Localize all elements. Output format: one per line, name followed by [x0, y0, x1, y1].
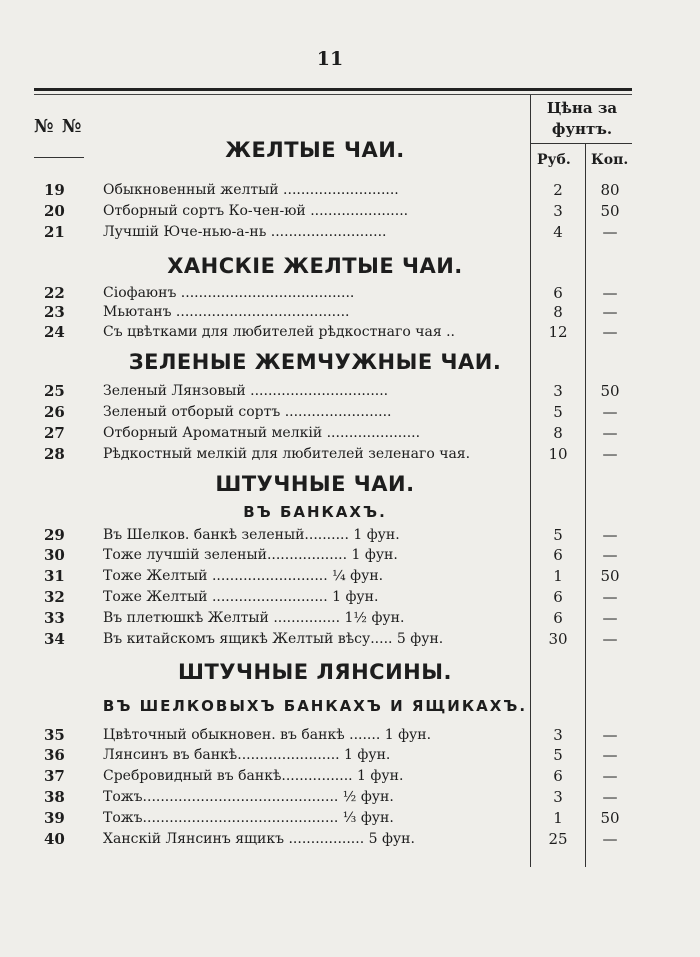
table-row	[0, 283, 700, 304]
row-number: 37	[44, 767, 65, 785]
price-kop: —	[602, 830, 618, 848]
price-column-header	[532, 98, 632, 140]
number-column-header: № №	[34, 116, 83, 137]
price-rub: 1	[553, 567, 563, 585]
price-kop: —	[602, 526, 618, 544]
table-row	[0, 725, 700, 746]
price-rub: 6	[553, 609, 563, 627]
price-kop: —	[602, 223, 618, 241]
item-name: Обыкновенный желтый ..........................	[103, 182, 399, 198]
item-name: Лучшій Юче-нью-а-нь ..........................	[103, 224, 387, 240]
row-number: 35	[44, 726, 65, 744]
table-row	[0, 808, 700, 829]
section-title: ХАНСКІЕ ЖЕЛТЫЕ ЧАИ.	[167, 254, 463, 278]
table-row	[0, 745, 700, 766]
item-name: Мьютанъ .......................................	[103, 304, 350, 320]
section-title: ШТУЧНЫЕ ЛЯНСИНЫ.	[178, 660, 452, 684]
item-name: Тоже Желтый .......................... 1 фун.	[103, 589, 379, 605]
kop-column-header: Коп.	[591, 152, 629, 168]
item-name: Въ Шелков. банкѣ зеленый.......... 1 фун.	[103, 527, 400, 543]
price-header-rule	[530, 143, 632, 144]
price-header-line2: фунтъ.	[551, 120, 613, 138]
row-number: 40	[44, 830, 65, 848]
price-kop: —	[602, 746, 618, 764]
price-kop: —	[602, 630, 618, 648]
price-kop: —	[602, 284, 618, 302]
price-rub: 2	[553, 181, 563, 199]
table-row	[0, 402, 700, 423]
item-name: Зеленый Лянзовый ...............................	[103, 383, 389, 399]
price-rub: 5	[553, 403, 563, 421]
row-number: 38	[44, 788, 65, 806]
table-row	[0, 766, 700, 787]
price-rub: 3	[553, 382, 563, 400]
section-title: ЗЕЛЕНЫЕ ЖЕМЧУЖНЫЕ ЧАИ.	[128, 350, 502, 374]
price-kop: —	[602, 609, 618, 627]
item-name: Съ цвѣтками для любителей рѣдкостнаго чая ..	[103, 324, 456, 340]
table-row	[0, 587, 700, 608]
row-number: 19	[44, 181, 65, 199]
price-rub: 10	[548, 445, 568, 463]
item-name: Цвѣточный обыкновен. въ банкѣ ....... 1 фун.	[103, 727, 432, 743]
price-rub: 8	[553, 303, 563, 321]
item-name: Тоже лучшій зеленый.................. 1 фун.	[103, 547, 398, 563]
row-number: 26	[44, 403, 65, 421]
price-kop: —	[602, 424, 618, 442]
table-row	[0, 629, 700, 650]
row-number: 34	[44, 630, 65, 648]
price-rub: 6	[553, 546, 563, 564]
price-kop: —	[602, 788, 618, 806]
item-name: Сiофаюнъ .......................................	[103, 285, 355, 301]
row-number: 39	[44, 809, 65, 827]
row-number: 24	[44, 323, 65, 341]
price-kop: 50	[600, 567, 620, 585]
top-rule	[34, 88, 632, 91]
price-rub: 8	[553, 424, 563, 442]
price-rub: 25	[548, 830, 568, 848]
row-number: 29	[44, 526, 65, 544]
table-row	[0, 180, 700, 201]
row-number: 33	[44, 609, 65, 627]
price-rub: 1	[553, 809, 563, 827]
price-rub: 5	[553, 526, 563, 544]
item-name: Ханскій Лянсинъ ящикъ ................. 5 фун.	[103, 831, 415, 847]
table-row	[0, 222, 700, 243]
price-kop: 50	[600, 382, 620, 400]
table-row	[0, 423, 700, 444]
page-number: 11	[316, 48, 344, 70]
price-rub: 6	[553, 588, 563, 606]
row-number: 23	[44, 303, 65, 321]
row-number: 20	[44, 202, 65, 220]
rub-column-header: Руб.	[537, 152, 571, 168]
num-header-rule	[34, 157, 84, 158]
section-subtitle: ВЪ БАНКАХЪ.	[243, 503, 387, 521]
section-subtitle: ВЪ ШЕЛКОВЫХЪ БАНКАХЪ И ЯЩИКАХЪ.	[102, 697, 528, 715]
price-kop: 80	[600, 181, 620, 199]
table-row	[0, 525, 700, 546]
row-number: 28	[44, 445, 65, 463]
table-row	[0, 829, 700, 850]
item-name: Въ китайскомъ ящикѣ Желтый вѣсу..... 5 фун.	[103, 631, 444, 647]
table-row	[0, 608, 700, 629]
row-number: 32	[44, 588, 65, 606]
row-number: 22	[44, 284, 65, 302]
price-kop: —	[602, 767, 618, 785]
price-kop: —	[602, 403, 618, 421]
section-title: ШТУЧНЫЕ ЧАИ.	[215, 472, 415, 496]
row-number: 25	[44, 382, 65, 400]
price-kop: —	[602, 588, 618, 606]
price-kop: 50	[600, 809, 620, 827]
price-kop: —	[602, 726, 618, 744]
item-name: Тожъ............................................ ⅓ фун.	[103, 810, 394, 826]
table-row	[0, 444, 700, 465]
table-row	[0, 322, 700, 343]
price-rub: 30	[548, 630, 568, 648]
price-kop: 50	[600, 202, 620, 220]
item-name: Отборный Ароматный мелкій .....................	[103, 425, 421, 441]
price-rub: 3	[553, 726, 563, 744]
price-header-line1: Цѣна за	[546, 99, 618, 117]
table-row	[0, 566, 700, 587]
price-rub: 3	[553, 202, 563, 220]
item-name: Въ плетюшкѣ Желтый ............... 1½ фун.	[103, 610, 405, 626]
row-number: 27	[44, 424, 65, 442]
price-kop: —	[602, 323, 618, 341]
row-number: 30	[44, 546, 65, 564]
price-kop: —	[602, 546, 618, 564]
price-rub: 3	[553, 788, 563, 806]
item-name: Лянсинъ въ банкѣ....................... 1 фун.	[103, 747, 391, 763]
price-kop: —	[602, 303, 618, 321]
row-number: 31	[44, 567, 65, 585]
price-rub: 12	[548, 323, 568, 341]
table-row	[0, 201, 700, 222]
table-row	[0, 302, 700, 323]
row-number: 36	[44, 746, 65, 764]
item-name: Отборный сортъ Ко-чен-юй ......................	[103, 203, 409, 219]
top-rule-thin	[34, 94, 632, 95]
price-kop: —	[602, 445, 618, 463]
item-name: Сребровидный въ банкѣ................ 1 фун.	[103, 768, 404, 784]
price-rub: 6	[553, 767, 563, 785]
item-name: Тожъ............................................ ½ фун.	[103, 789, 394, 805]
price-rub: 6	[553, 284, 563, 302]
item-name: Зеленый отборый сортъ ........................	[103, 404, 392, 420]
table-row	[0, 545, 700, 566]
price-rub: 4	[553, 223, 563, 241]
section-title: ЖЕЛТЫЕ ЧАИ.	[225, 138, 405, 162]
item-name: Тоже Желтый .......................... ¼ фун.	[103, 568, 384, 584]
price-rub: 5	[553, 746, 563, 764]
item-name: Рѣдкостный мелкій для любителей зеленаго чая.	[103, 446, 471, 462]
table-row	[0, 787, 700, 808]
table-row	[0, 381, 700, 402]
row-number: 21	[44, 223, 65, 241]
